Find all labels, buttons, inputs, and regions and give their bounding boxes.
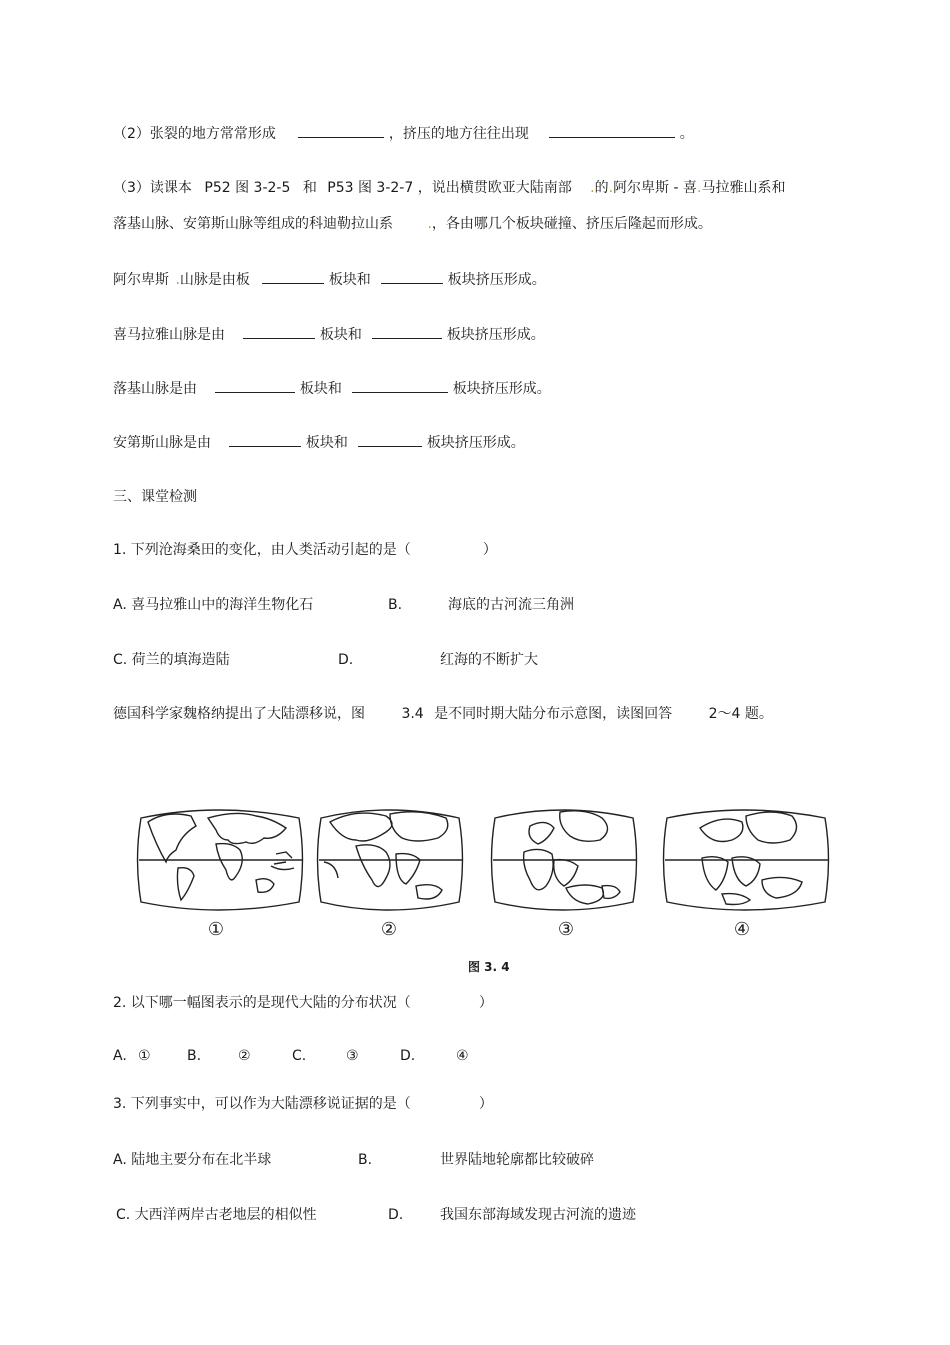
section-heading: 三、课堂检测	[113, 489, 197, 505]
mark-dot: .	[608, 180, 614, 196]
q2b-opt-c: ③	[346, 1048, 359, 1064]
q2b-stem	[113, 993, 493, 1013]
q3-line1	[113, 178, 785, 198]
q3-text: P52 图 3-2-5	[204, 180, 291, 196]
q2b-opt-d-label: D.	[400, 1048, 416, 1064]
mark-dot: .	[175, 272, 180, 288]
q1-text: ）	[482, 542, 497, 558]
q3-text: 落基山脉、安第斯山脉等组成的科迪勒拉山系	[113, 216, 393, 232]
q3b-option-b: 世界陆地轮廓都比较破碎	[440, 1152, 594, 1168]
q1-stem	[113, 540, 497, 560]
q2b-opt-b: ②	[238, 1048, 251, 1064]
q3b-option-a: A. 陆地主要分布在北半球	[113, 1152, 272, 1168]
figure-caption: 图 3. 4	[468, 960, 510, 974]
intro-line	[113, 704, 773, 724]
q2-prefix: （2）张裂的地方常常形成	[113, 126, 276, 142]
map-label-1: ①	[207, 919, 225, 940]
intro-text: 2～4 题。	[708, 706, 773, 722]
blank	[549, 123, 675, 138]
mountain-text: 板块挤压形成。	[426, 435, 525, 451]
q3b-text: ）	[478, 1096, 493, 1112]
q3-text: P53 图 3-2-7	[327, 180, 414, 196]
q3-text: 阿尔卑斯	[613, 180, 670, 196]
q2b-text: ）	[478, 995, 493, 1011]
q1-option-a: A. 喜马拉雅山中的海洋生物化石	[113, 597, 314, 613]
q3-text: 的	[594, 180, 609, 196]
mountain-text: 阿尔卑斯	[113, 272, 169, 288]
intro-text: 是不同时期大陆分布示意图，读图回答	[434, 706, 673, 722]
mark-dot: .	[697, 180, 702, 196]
blank	[372, 324, 442, 339]
blank	[381, 269, 443, 284]
map-2	[318, 810, 463, 910]
q2-end: 。	[679, 126, 694, 142]
q3b-option-c: C. 大西洋两岸古老地层的相似性	[116, 1207, 317, 1223]
q2b-opt-b-label: B.	[187, 1048, 202, 1064]
q2b-text: 2. 以下哪一幅图表示的是现代大陆的分布状况（	[113, 995, 411, 1011]
q3-text: 马拉雅山系和	[701, 180, 786, 196]
blank	[352, 378, 448, 393]
mark-dot: .	[590, 180, 595, 196]
map-label-2: ②	[380, 919, 398, 940]
q1-option-d-label: D.	[338, 652, 354, 668]
mountain-text: 安第斯山脉是由	[113, 435, 211, 451]
mountain-text: 板块和	[328, 272, 371, 288]
q3-text: 和	[302, 180, 317, 196]
mountain-text: 板块挤压形成。	[446, 327, 545, 343]
mountain-text: 板块挤压形成。	[452, 381, 551, 397]
mountain-andes	[113, 432, 525, 453]
mountain-text: 板块挤压形成。	[447, 272, 546, 288]
mountain-text: 板块和	[319, 327, 362, 343]
q3-line2	[113, 214, 712, 234]
q3-text: ，各由哪几个板块碰撞、挤压后隆起而形成。	[431, 216, 712, 232]
q1-text: 1. 下列沧海桑田的变化，由人类活动引起的是（	[113, 542, 411, 558]
map-label-4: ④	[733, 919, 751, 940]
blank	[243, 324, 315, 339]
mountain-text: 落基山脉是由	[113, 381, 197, 397]
q2b-opt-a-label: A.	[113, 1048, 127, 1064]
mountain-himalaya	[113, 324, 545, 345]
blank	[298, 123, 384, 138]
mountain-text: 板块和	[305, 435, 348, 451]
q3b-option-d-label: D.	[388, 1207, 404, 1223]
q1-option-b: 海底的古河流三角洲	[448, 597, 574, 613]
continental-drift-figure	[136, 800, 836, 945]
intro-text: 德国科学家魏格纳提出了大陆漂移说，图	[113, 706, 365, 722]
blank	[215, 378, 295, 393]
q1-option-c: C. 荷兰的填海造陆	[113, 652, 230, 668]
map-3	[492, 810, 637, 910]
map-1	[138, 810, 303, 910]
q3-text: - 喜	[673, 180, 698, 196]
q2-mid: ，挤压的地方往往出现	[388, 126, 529, 142]
mountain-text: 喜马拉雅山脉是由	[113, 327, 225, 343]
q2b-opt-d: ④	[456, 1048, 469, 1064]
map-label-3: ③	[557, 919, 575, 940]
q3b-stem	[113, 1094, 493, 1114]
q2-line	[113, 123, 694, 144]
q3b-text: 3. 下列事实中，可以作为大陆漂移说证据的是（	[113, 1096, 411, 1112]
blank	[262, 269, 324, 284]
mountain-rockies	[113, 378, 551, 399]
q2b-opt-a: ①	[138, 1048, 151, 1064]
intro-text: 3.4	[401, 706, 424, 722]
mountain-text: 山脉是由板	[179, 272, 250, 288]
q3b-option-b-label: B.	[358, 1152, 373, 1168]
q2b-opt-c-label: C.	[292, 1048, 307, 1064]
q3-text: ，说出横贯欧亚大陆南部	[417, 180, 572, 196]
mountain-alps	[113, 269, 546, 290]
blank	[229, 432, 301, 447]
map-4	[664, 810, 829, 910]
q3b-option-d: 我国东部海域发现古河流的遗迹	[440, 1207, 636, 1223]
mountain-text: 板块和	[299, 381, 342, 397]
q1-option-d: 红海的不断扩大	[440, 652, 538, 668]
q3-text: （3）读课本	[113, 180, 192, 196]
q1-option-b-label: B.	[388, 597, 403, 613]
mark-dot: .	[427, 216, 432, 232]
blank	[358, 432, 422, 447]
